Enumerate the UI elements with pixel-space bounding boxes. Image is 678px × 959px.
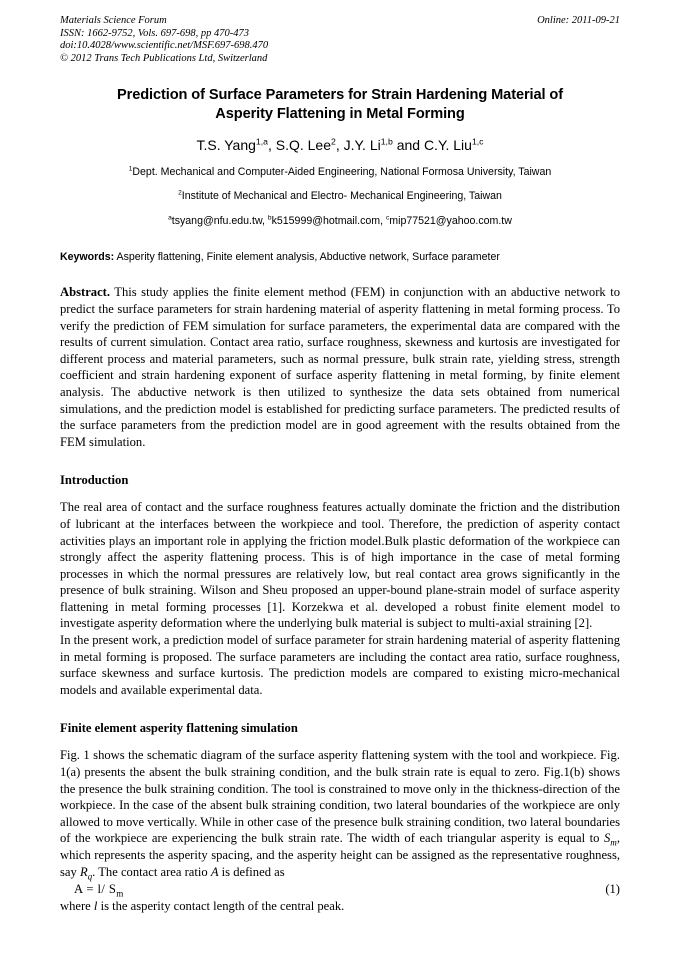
page-content: [60, 0, 620, 914]
equation-denominator-subscript: m: [116, 888, 124, 899]
equation-denominator: S: [108, 882, 117, 897]
affiliation-marker: 1: [128, 165, 133, 173]
email-marker: b: [267, 214, 272, 222]
introduction-paragraph-1: The real area of contact and the surface roughness features actually dominate the friction and the distribution of lubricant at the interfaces between the workpiece and tool. Therefore, the prediction of asperity contact activities plays an important role in applying the friction model.Bulk plastic deformation of the workpiece can strongly affect the asperity flattening process. This is of high importance in the case of metal forming processes in which the normal pressures are relatively low, but real contact area grows significantly in the presence of bulk straining. Wilson and Sheu proposed an upper-bound plane-strain model of surface asperity flattening in metal forming processes [1]. Korzekwa et al. developed a robust finite element model to investigate asperity deformation where the underlying bulk material is subject to multi-axial straining [2].: [60, 500, 620, 631]
fem-paragraph-part-3: . The contact area ratio: [92, 864, 211, 879]
email-address[interactable]: k515999@hotmail.com,: [271, 215, 384, 228]
author-name: T.S. Yang: [196, 137, 256, 154]
fem-section-paragraph: [60, 747, 620, 880]
symbol-sm-subscript: m: [610, 837, 617, 848]
online-date: Online: 2011-09-21: [537, 15, 620, 26]
keywords-value: Asperity flattening, Finite element analysis, Abductive network, Surface parameter: [116, 251, 500, 264]
symbol-a: A: [210, 864, 219, 879]
affiliation-text: Institute of Mechanical and Electro- Mechanical Engineering, Taiwan: [181, 190, 502, 203]
author-name: J.Y. Li: [343, 137, 381, 154]
symbol-rq: R: [79, 864, 88, 879]
keywords-label: Keywords:: [60, 251, 115, 264]
affiliation-1: [60, 165, 620, 179]
symbol-sm: S: [604, 831, 611, 846]
equation-1-body: [74, 882, 124, 899]
affiliation-text: Dept. Mechanical and Computer-Aided Engineering, National Formosa University, Taiwan: [132, 166, 552, 179]
equation-slash: /: [101, 882, 106, 897]
author-sup: 1,b: [380, 136, 393, 147]
abstract-label: Abstract.: [60, 285, 111, 300]
keywords-line: [60, 250, 620, 264]
equation-note-pre: where: [60, 898, 94, 913]
abstract-text: This study applies the finite element method (FEM) in conjunction with an abductive network to predict the surface parameters for strain hardening material of asperity flattening in metal forming process. To verify the prediction of FEM simulation for surface parameters, the experimental data are compared with the results of current simulation. Contact area ratio, surface roughness, skewness and kurtosis are investigated for different process and material parameters, such as normal pressure, bulk strain rate, yielding stress, strength coefficient and strain hardening exponent of surface asperity flattening in metal forming, by finite element analysis. The abductive network is then utilized to synthesize the data sets obtained from numerical simulations, and the prediction model is established for predicting surface parameters. The predicted results of the surface parameters from the prediction model are in good agreement with the results obtained from the FEM simulation.: [60, 285, 621, 449]
abstract-block: [60, 284, 620, 450]
email-marker: a: [168, 214, 172, 222]
author-name: C.Y. Liu: [423, 137, 472, 154]
email-address[interactable]: tsyang@nfu.edu.tw,: [171, 215, 265, 228]
equation-note: [60, 898, 620, 915]
fem-paragraph-part-4: is defined as: [218, 864, 285, 879]
email-marker: c: [385, 214, 390, 222]
fem-paragraph-part-2: , which represents the asperity spacing, and the asperity height can be assigned as the representative roughness, say: [60, 831, 620, 879]
fem-paragraph-part-1: Fig. 1 shows the schematic diagram of the surface asperity flattening system with the tool and workpiece. Fig. 1(a) presents the absent the bulk straining condition, and the bulk strain rate is equal to zero. Fig.1(b) shows the presence the bulk straining condition. The tool is constrained to move only in the thickness-direction of the workpiece. In the case of the absent bulk straining condition, two lateral boundaries of the workpiece are only allowed to move vertically. While in other case of the presence bulk straining condition, two lateral boundaries of the workpiece are experiencing the bulk strain rate. The width of each triangular asperity is equal to: [60, 748, 620, 846]
equation-1-line: [60, 881, 620, 898]
author-sup: 1,a: [255, 136, 268, 147]
equation-note-post: is the asperity contact length of the central peak.: [97, 898, 345, 913]
equation-equals: =: [86, 882, 94, 897]
author-emails: [60, 214, 620, 228]
introduction-paragraph-2: In the present work, a prediction model of surface parameter for strain hardening material of asperity flattening in metal forming is proposed. The surface parameters are including the contact area ratio, surface roughness, surface skewness and surface kurtosis. The prediction models are compared to existing micro-mechanical models and available experimental data.: [60, 633, 620, 697]
title-line-2: Asperity Flattening in Metal Forming: [215, 106, 465, 123]
equation-lhs: A: [74, 882, 83, 897]
equation-number: (1): [605, 882, 620, 897]
affiliation-2: [60, 189, 620, 203]
journal-copyright-line: © 2012 Trans Tech Publications Ltd, Switzerland: [60, 52, 268, 64]
author-sup: 1,c: [471, 136, 484, 147]
symbol-rq-subscript: q: [87, 871, 93, 882]
journal-name: Materials Science Forum: [60, 15, 167, 26]
author-conjunction: and: [396, 137, 421, 154]
journal-header: [60, 0, 620, 65]
author-sup: 2: [331, 136, 336, 147]
symbol-l: l: [93, 898, 98, 913]
fem-section-heading: Finite element asperity flattening simulation: [60, 721, 298, 736]
introduction-heading: Introduction: [60, 473, 129, 488]
author-name: S.Q. Lee: [275, 137, 332, 154]
email-address[interactable]: mip77521@yahoo.com.tw: [389, 215, 512, 228]
journal-issn-line: ISSN: 1662-9752, Vols. 697-698, pp 470-473: [60, 27, 249, 39]
author-list: T.S. Yang$^{1,a}$, S.Q. Lee$^2$, J.Y. Li$^{1,b}$ and C.Y. Liu$^{1,c}$: [196, 136, 484, 154]
page-title: [60, 86, 620, 124]
affiliation-marker: 2: [178, 189, 182, 197]
journal-doi-line: doi:10.4028/www.scientific.net/MSF.697-698.470: [60, 40, 269, 52]
title-line-1: Prediction of Surface Parameters for Strain Hardening Material of: [116, 87, 564, 104]
equation-numerator: l: [97, 882, 102, 897]
